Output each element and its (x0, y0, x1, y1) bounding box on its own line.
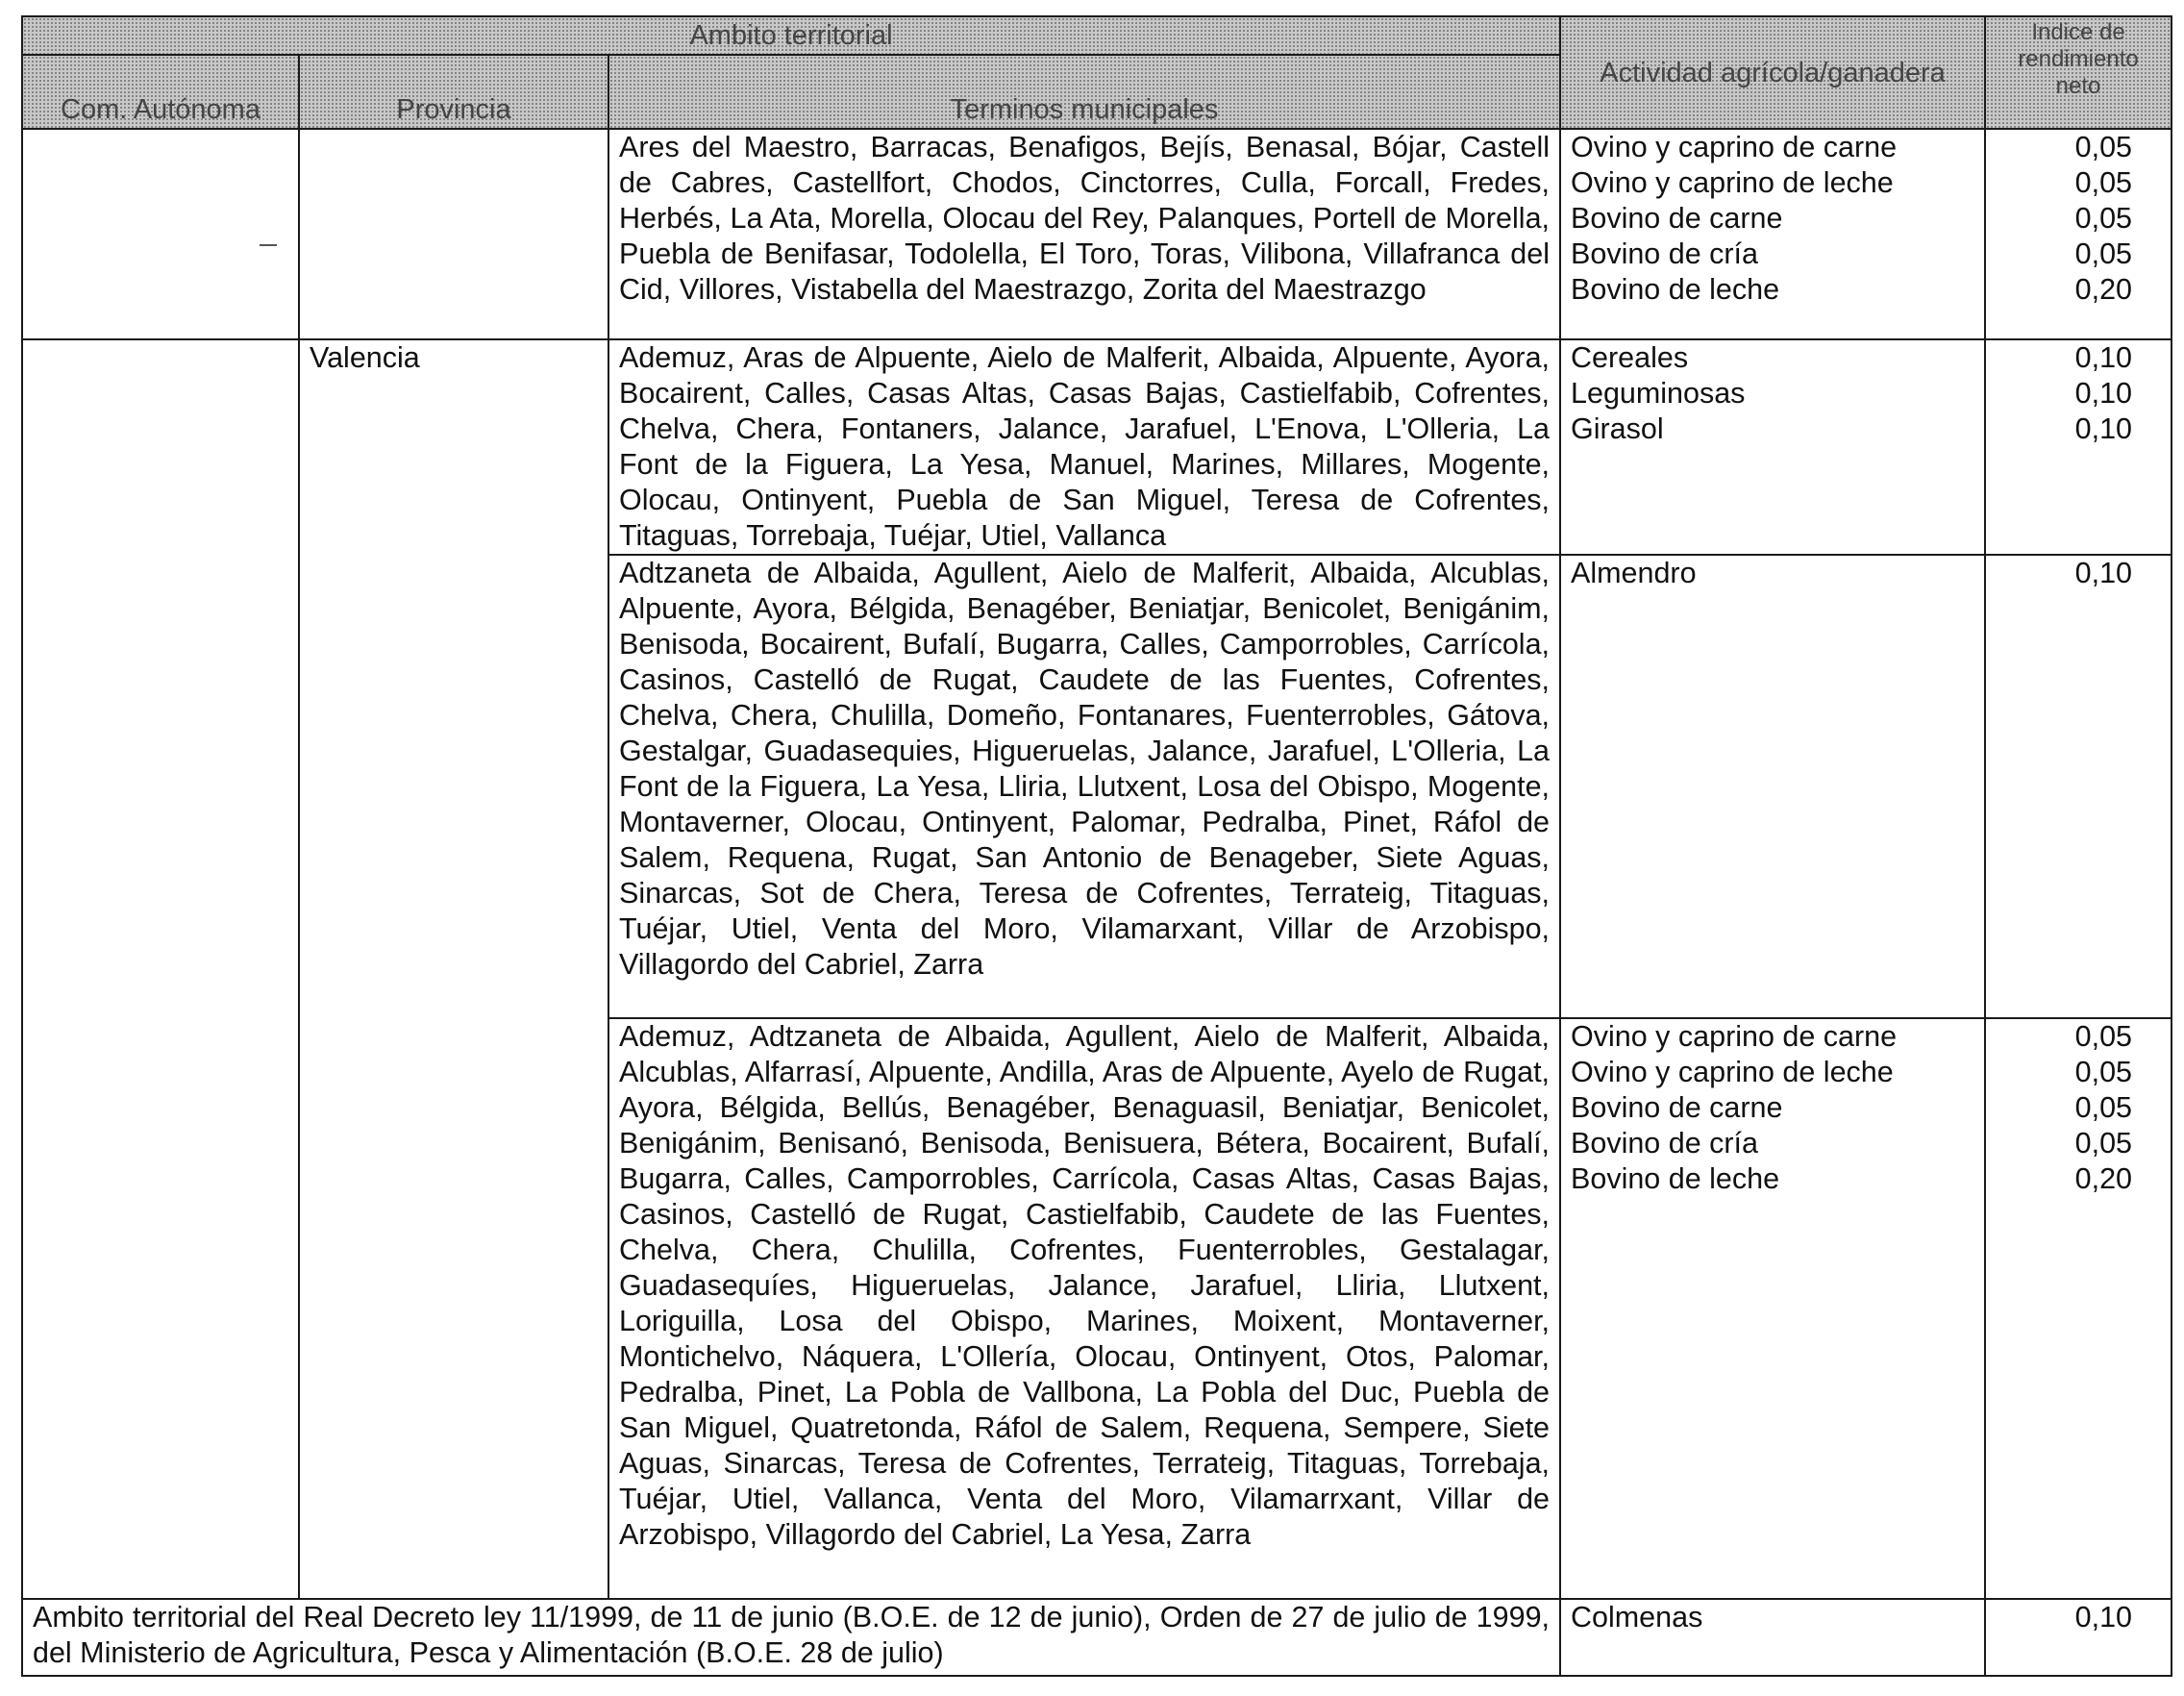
indice-cell (1985, 1018, 2172, 1599)
header-indice-line-1: Indice de (2031, 19, 2125, 45)
actividad-cell (1560, 1018, 1985, 1599)
header-provincia: Provincia (299, 55, 608, 129)
indice-cell (1985, 555, 2172, 1018)
actividad-cell (1560, 555, 1985, 1018)
indice-value: 0,20 (2074, 273, 2133, 306)
municipios-cell (608, 129, 1560, 339)
provincia-cell: Valencia (299, 339, 608, 555)
indice-value: 0,10 (2074, 341, 2133, 374)
municipios-text: Adtzaneta de Albaida, Agullent, Aielo de Malferit, Albaida, Alcublas, Alpuente, Ayora, Bélgida, Benagéber, Beniatjar, Benicolet, Benigánim, Benisoda, Bocairent, Bufalí, Bugarra, Calles, Camporrobles, Carrícola, Casinos, Castelló de Rugat, Caudete de las Fuentes, Cofrentes, Chelva, Chera, Chulilla, Domeño, Fontanares, Fuenterrobles, Gátova, Gestalgar, Guadasequies, Higueruelas, Jalance, Jarafuel, L'Olleria, La Font de la Figuera, La Yesa, Lliria, Llutxent, Losa del Obispo, Mogente, Montaverner, Olocau, Ontinyent, Palomar, Pedralba, Pinet, Ráfol de Salem, Requena, Rugat, San Antonio de Benageber, Siete Aguas, Sinarcas, Sot de Chera, Teresa de Cofrentes, Terrateig, Titaguas, Tuéjar, Utiel, Venta del Moro, Vilamarxant, Villar de Arzobispo, Villagordo del Cabriel, Zarra (619, 557, 1551, 981)
indice-value: 0,05 (2074, 202, 2133, 235)
municipios-text: Ares del Maestro, Barracas, Benafigos, Bejís, Benasal, Bójar, Castell de Cabres, Castellfort, Chodos, Cinctorres, Culla, Forcall, Fredes, Herbés, La Ata, Morella, Olocau del Rey, Palanques, Portell de Morella, Puebla de Benifasar, Todolella, El Toro, Toras, Vilibona, Villafranca del Cid, Villores, Vistabella del Maestrazgo, Zorita del Maestrazgo (619, 131, 1551, 306)
table-row (22, 129, 2172, 339)
footer-row (22, 1599, 2172, 1676)
com-autonoma-cell (22, 1018, 299, 1599)
indice-value: 0,10 (2074, 412, 2133, 445)
actividad-item: Bovino de leche (1571, 1162, 1780, 1195)
com-autonoma-cell (22, 129, 299, 339)
header-terminos-municipales: Terminos municipales (608, 55, 1560, 129)
municipios-cell (608, 555, 1560, 1018)
indice-value: 0,05 (2074, 131, 2133, 163)
header-com-autonoma: Com. Autónoma (22, 55, 299, 129)
footer-actividad-cell: Colmenas (1560, 1599, 1985, 1676)
table-row (22, 339, 2172, 555)
actividad-item: Girasol (1571, 412, 1664, 445)
table-row (22, 555, 2172, 1018)
indice-value: 0,10 (2074, 377, 2133, 410)
stray-dash-mark (260, 244, 277, 246)
document-table (21, 15, 2172, 1677)
com-autonoma-cell (22, 339, 299, 555)
actividad-item: Ovino y caprino de leche (1571, 1056, 1894, 1088)
header-indice-rendimiento (1985, 16, 2172, 129)
provincia-cell (299, 129, 608, 339)
indice-value: 0,05 (2074, 1056, 2133, 1088)
actividad-item: Ovino y caprino de carne (1571, 1020, 1898, 1053)
indice-value: 0,20 (2074, 1162, 2133, 1195)
footer-indice-cell: 0,10 (1985, 1599, 2172, 1676)
indice-value: 0,05 (2074, 166, 2133, 199)
actividad-cell (1560, 129, 1985, 339)
header-indice-line-3: neto (2055, 73, 2101, 99)
header-ambito-territorial: Ambito territorial (22, 16, 1560, 55)
municipios-text: Ademuz, Aras de Alpuente, Aielo de Malferit, Albaida, Alpuente, Ayora, Bocairent, Calles, Casas Altas, Casas Bajas, Castielfabib, Cofrentes, Chelva, Chera, Fontaners, Jalance, Jarafuel, L'Enova, L'Olleria, La Font de la Figuera, La Yesa, Manuel, Marines, Millares, Mogente, Olocau, Ontinyent, Puebla de San Miguel, Teresa de Cofrentes, Titaguas, Torrebaja, Tuéjar, Utiel, Vallanca (619, 341, 1551, 552)
header-row-1 (22, 16, 2172, 55)
footer-ambito-cell: Ambito territorial del Real Decreto ley 11/1999, de 11 de junio (B.O.E. de 12 de junio), Orden de 27 de julio de 1999, del Ministerio de Agricultura, Pesca y Alimentación (B.O.E. 28 de julio) (22, 1599, 1560, 1676)
header-indice-line-2: rendimiento (2018, 46, 2139, 72)
indice-value: 0,05 (2074, 237, 2133, 270)
municipios-cell (608, 339, 1560, 555)
provincia-cell (299, 1018, 608, 1599)
actividad-item: Cereales (1571, 341, 1689, 374)
indice-cell (1985, 339, 2172, 555)
actividad-item: Ovino y caprino de carne (1571, 131, 1898, 163)
provincia-cell (299, 555, 608, 1018)
indice-value: 0,10 (2074, 557, 2133, 589)
actividad-item: Bovino de carne (1571, 202, 1783, 235)
header-actividad: Actividad agrícola/ganadera (1560, 16, 1985, 129)
com-autonoma-cell (22, 555, 299, 1018)
indice-value: 0,05 (2074, 1091, 2133, 1124)
indice-value: 0,05 (2074, 1127, 2133, 1160)
actividad-item: Bovino de cría (1571, 1127, 1758, 1160)
indice-value: 0,05 (2074, 1020, 2133, 1053)
actividad-item: Bovino de carne (1571, 1091, 1783, 1124)
municipios-text: Ademuz, Adtzaneta de Albaida, Agullent, Aielo de Malferit, Albaida, Alcublas, Alfarrasí, Alpuente, Andilla, Aras de Alpuente, Ayelo de Rugat, Ayora, Bélgida, Bellús, Benagéber, Benaguasil, Beniatjar, Benicolet, Benigánim, Benisanó, Benisoda, Benisuera, Bétera, Bocairent, Bufalí, Bugarra, Calles, Camporrobles, Carrícola, Casas Altas, Casas Bajas, Casinos, Castelló de Rugat, Castielfabib, Caudete de las Fuentes, Chelva, Chera, Chulilla, Cofrentes, Fuenterrobles, Gestalagar, Guadasequíes, Higueruelas, Jalance, Jarafuel, Lliria, Llutxent, Loriguilla, Losa del Obispo, Marines, Moixent, Montaverner, Montichelvo, Náquera, L'Ollería, Olocau, Ontinyent, Otos, Palomar, Pedralba, Pinet, La Pobla de Vallbona, La Pobla del Duc, Puebla de San Miguel, Quatretonda, Ráfol de Salem, Requena, Sempere, Siete Aguas, Sinarcas, Teresa de Cofrentes, Terrateig, Titaguas, Torrebaja, Tuéjar, Utiel, Vallanca, Venta del Moro, Vilamarrxant, Villar de Arzobispo, Villagordo del Cabriel, La Yesa, Zarra (619, 1020, 1551, 1551)
actividad-item: Bovino de cría (1571, 237, 1758, 270)
actividad-item: Almendro (1571, 557, 1697, 589)
actividad-cell (1560, 339, 1985, 555)
indice-cell (1985, 129, 2172, 339)
table-row (22, 1018, 2172, 1599)
municipios-cell (608, 1018, 1560, 1599)
actividad-item: Bovino de leche (1571, 273, 1780, 306)
actividad-item: Ovino y caprino de leche (1571, 166, 1894, 199)
actividad-item: Leguminosas (1571, 377, 1746, 410)
